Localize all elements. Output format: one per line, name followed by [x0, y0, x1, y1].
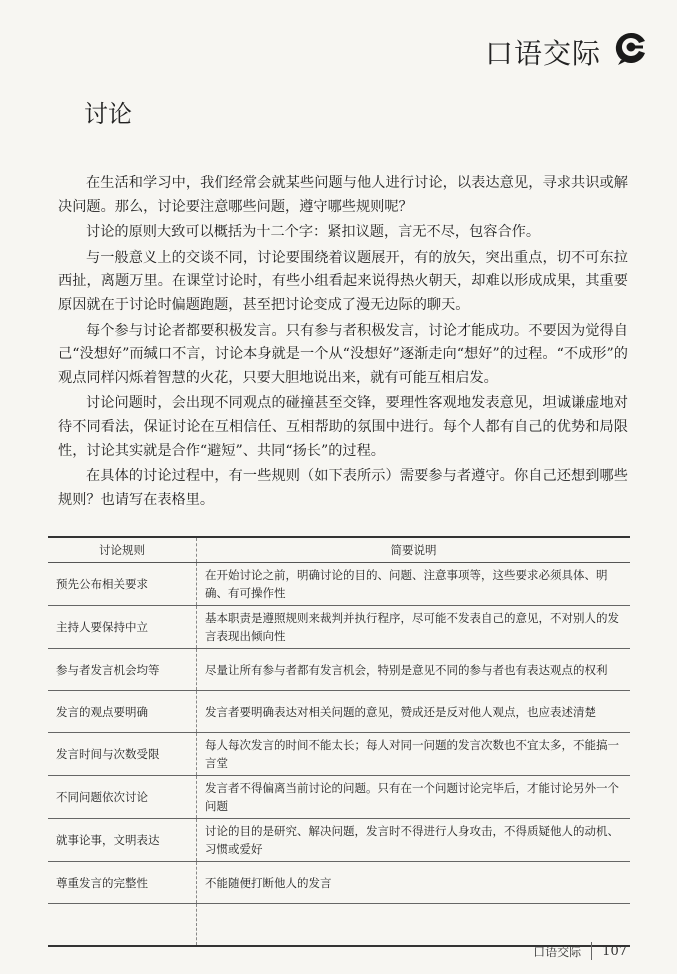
table-row: [48, 862, 630, 904]
rule-cell: 参与者发言机会均等: [48, 649, 197, 691]
description-cell: 每人每次发言的时间不能太长；每人对同一问题的发言次数也不宜太多，不能搞一言堂: [197, 733, 631, 776]
table-row: [48, 691, 630, 733]
footer-label: 口语交际: [533, 944, 582, 959]
rule-cell: 就事论事，文明表达: [48, 819, 197, 862]
page-footer: [533, 942, 627, 960]
paragraph: 与一般意义上的交谈不同，讨论要围绕着议题展开，有的放矢，突出重点，切不可东拉西扯，离题万里。在课堂讨论时，有些小组看起来说得热火朝天，却难以形成成果，其重要原因就在于讨论时偏题跑题，甚至把讨论变成了漫无边际的聊天。: [58, 249, 628, 313]
header-rule: 讨论规则: [48, 537, 197, 563]
chapter-title: 口语交际: [484, 37, 601, 70]
paragraph: 在具体的讨论过程中，有一些规则（如下表所示）需要参与者遵守。你自己还想到哪些规则？也请写在表格里。: [58, 468, 628, 508]
rule-cell-blank: [48, 904, 197, 946]
description-cell: 讨论的目的是研究、解决问题，发言时不得进行人身攻击，不得质疑他人的动机、习惯或爱好: [197, 819, 631, 862]
page-number: 107: [602, 943, 627, 959]
description-cell: 不能随便打断他人的发言: [197, 862, 631, 904]
table-row: [48, 819, 630, 862]
table-row: [48, 733, 630, 776]
paragraph: 讨论问题时，会出现不同观点的碰撞甚至交锋，要理性客观地发表意见，坦诚谦虚地对待不同看法，保证讨论在互相信任、互相帮助的氛围中进行。每个人都有自己的优势和局限性，讨论其实就是合作“避短”、共同“扬长”的过程。: [58, 395, 628, 459]
description-cell: 发言者要明确表达对相关问题的意见，赞成还是反对他人观点，也应表述清楚: [197, 691, 631, 733]
table-row: [48, 563, 630, 606]
description-cell: 在开始讨论之前，明确讨论的目的、问题、注意事项等，这些要求必须具体、明确、有可操作性: [197, 563, 631, 606]
paragraph: 在生活和学习中，我们经常会就某些问题与他人进行讨论，以表达意见，寻求共识或解决问题。那么，讨论要注意哪些问题，遵守哪些规则呢？: [58, 175, 628, 215]
body-text: [58, 172, 628, 514]
section-title: 讨论: [84, 100, 132, 128]
rule-cell: 发言时间与次数受限: [48, 733, 197, 776]
description-cell: 发言者不得偏离当前讨论的问题。只有在一个问题讨论完毕后，才能讨论另外一个问题: [197, 776, 631, 819]
header-description: 简要说明: [197, 537, 631, 563]
table-row: [48, 606, 630, 649]
speech-bubble-c-icon: [613, 30, 649, 66]
table-row: [48, 776, 630, 819]
paragraph: 每个参与讨论者都要积极发言。只有参与者积极发言，讨论才能成功。不要因为觉得自己“没想好”而缄口不言，讨论本身就是一个从“没想好”逐渐走向“想好”的过程。“不成形”的观点同样闪烁着智慧的火花，只要大胆地说出来，就有可能互相启发。: [58, 322, 628, 386]
description-cell: 基本职责是遵照规则来裁判并执行程序，尽可能不发表自己的意见，不对别人的发言表现出倾向性: [197, 606, 631, 649]
rule-cell: 预先公布相关要求: [48, 563, 197, 606]
discussion-rules-table: [48, 536, 630, 947]
description-cell: 尽量让所有参与者都有发言机会，特别是意见不同的参与者也有表达观点的权利: [197, 649, 631, 691]
rule-cell: 尊重发言的完整性: [48, 862, 197, 904]
rule-cell: 不同问题依次讨论: [48, 776, 197, 819]
table-row-blank: [48, 904, 630, 946]
table-row: [48, 649, 630, 691]
rule-cell: 发言的观点要明确: [48, 691, 197, 733]
paragraph: 讨论的原则大致可以概括为十二个字：紧扣议题，言无不尽，包容合作。: [86, 224, 541, 241]
description-cell-blank: [197, 904, 631, 946]
footer-divider: [591, 942, 592, 960]
table-header-row: [48, 537, 630, 563]
rule-cell: 主持人要保持中立: [48, 606, 197, 649]
